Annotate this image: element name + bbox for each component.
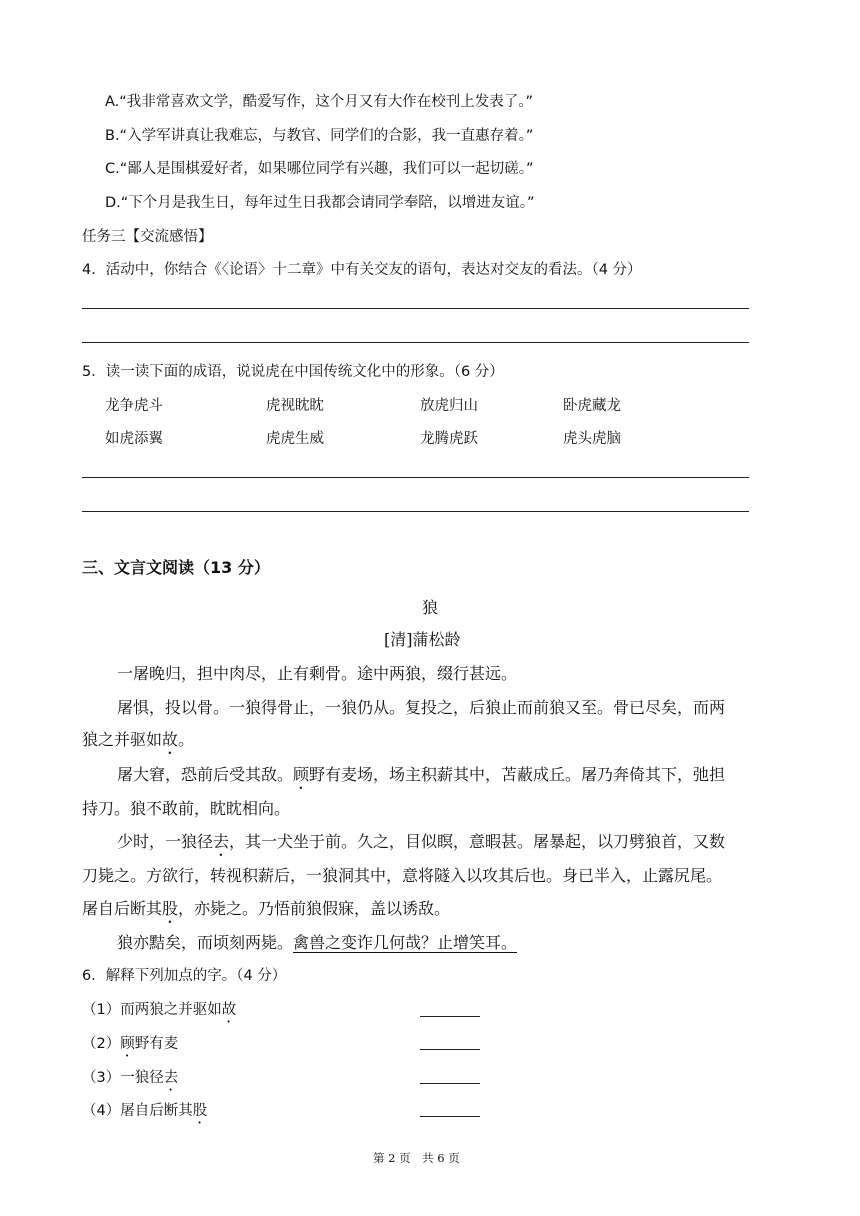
passage-paragraph-3: 屠大窘，恐前后受其敌。顾野有麦场，场主积薪其中，苫蔽成丘。屠乃奔倚其下，弛担 (117, 765, 726, 784)
fill-blank[interactable] (420, 1116, 480, 1117)
q6-item-2: （2）顾野有麦 (82, 1036, 179, 1052)
q6-item-3: （3）一狼径去 (82, 1070, 179, 1086)
dotted-char: 顾 (120, 1036, 135, 1052)
passage-paragraph-4: 少时，一狼径去，其一犬坐于前。久之，目似瞑，意暇甚。屠暴起，以刀劈狼首，又数 (117, 832, 726, 851)
passage-paragraph-2: 屠惧，投以骨。一狼得骨止，一狼仍从。复投之，后狼止而前狼又至。骨已尽矣，而两 (117, 698, 726, 717)
fill-blank[interactable] (420, 1016, 480, 1017)
task3-heading: 任务三【交流感悟】 (82, 229, 213, 245)
q3-option-d: D.“下个月是我生日，每年过生日我都会请同学奉陪，以增进友谊。” (105, 195, 535, 211)
dotted-char: 股 (162, 899, 179, 918)
idiom: 如虎添翼 (105, 431, 163, 447)
poem-author: [清]蒲松龄 (384, 630, 461, 649)
q6-item-4: （4）屠自后断其股 (82, 1103, 208, 1119)
fill-blank[interactable] (420, 1049, 480, 1050)
answer-line (82, 511, 749, 512)
idiom: 虎视眈眈 (266, 398, 324, 414)
passage-paragraph-3-cont: 持刀。狼不敢前，眈眈相向。 (82, 799, 291, 818)
idiom: 虎虎生威 (266, 431, 324, 447)
idiom: 龙腾虎跃 (420, 431, 478, 447)
section-3-heading: 三、文言文阅读（13 分） (82, 558, 270, 577)
dotted-char: 去 (213, 832, 230, 851)
q3-option-b: B.“入学军讲真让我难忘，与教官、同学们的合影，我一直惠存着。” (105, 128, 534, 144)
page-footer: 第 2 页 共 6 页 (373, 1151, 460, 1165)
question-4: 4．活动中，你结合《〈论语〉十二章》中有关交友的语句，表达对交友的看法。（4 分） (82, 262, 642, 278)
poem-title: 狼 (422, 598, 439, 617)
passage-paragraph-4-cont: 屠自后断其股，亦毙之。乃悟前狼假寐，盖以诱敌。 (82, 899, 451, 918)
question-6: 6．解释下列加点的字。（4 分） (82, 968, 287, 984)
idiom: 卧虎藏龙 (563, 398, 621, 414)
q3-option-c: C.“鄙人是围棋爱好者，如果哪位同学有兴趣，我们可以一起切磋。” (105, 161, 534, 177)
passage-paragraph-4-cont: 刀毙之。方欲行，转视积薪后，一狼洞其中，意将隧入以攻其后也。身已半入，止露尻尾。 (82, 866, 723, 885)
passage-paragraph-2-cont: 狼之并驱如故。 (82, 730, 195, 749)
dotted-char: 股 (192, 1103, 208, 1119)
passage-paragraph-5: 狼亦黠矣，而顷刻两毙。禽兽之变诈几何哉？止增笑耳。 (117, 933, 518, 952)
dotted-char: 故 (221, 1002, 237, 1018)
passage-paragraph-1: 一屠晚归，担中肉尽，止有剩骨。途中两狼，缀行甚远。 (117, 664, 518, 683)
answer-line (82, 308, 749, 309)
answer-line (82, 477, 749, 478)
fill-blank[interactable] (420, 1083, 480, 1084)
underlined-sentence: 禽兽之变诈几何哉？止增笑耳。 (293, 933, 518, 952)
answer-line (82, 342, 749, 343)
dotted-char: 去 (163, 1070, 179, 1086)
idiom: 龙争虎斗 (105, 398, 163, 414)
question-5: 5．读一读下面的成语，说说虎在中国传统文化中的形象。（6 分） (82, 364, 504, 380)
q3-option-a: A.“我非常喜欢文学，酷爱写作，这个月又有大作在校刊上发表了。” (105, 94, 534, 110)
dotted-char: 故 (162, 730, 179, 749)
q6-item-1: （1）而两狼之并驱如故 (82, 1002, 237, 1018)
idiom: 放虎归山 (420, 398, 478, 414)
idiom: 虎头虎脑 (563, 431, 621, 447)
dotted-char: 顾 (293, 765, 310, 784)
